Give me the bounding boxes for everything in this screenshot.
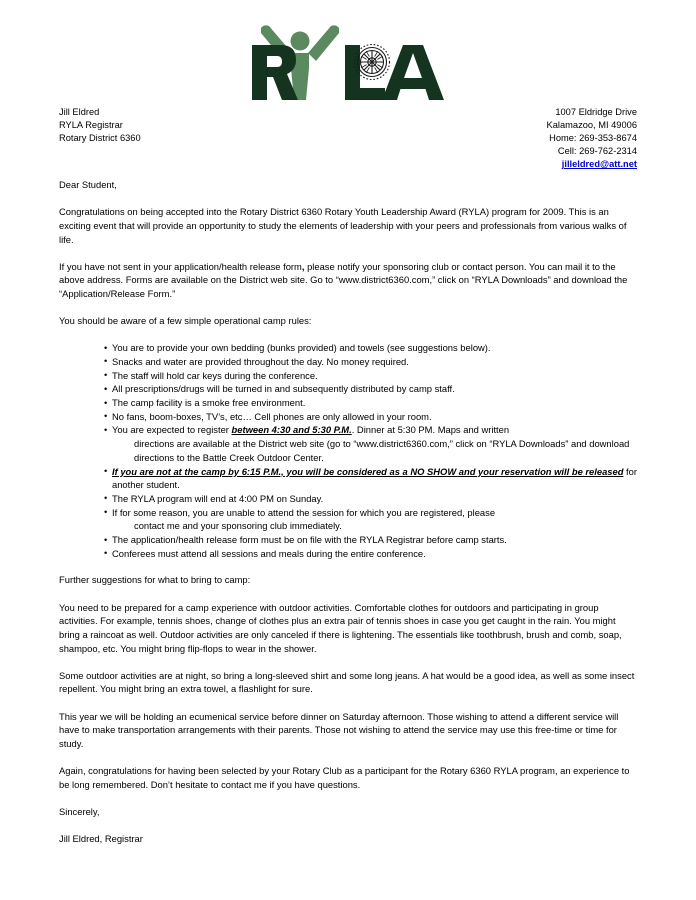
rule-text: No fans, boom-boxes, TV’s, etc… Cell phones are only allowed in your room. xyxy=(112,410,432,422)
paragraph-release-form xyxy=(59,260,639,301)
sender-organization: Rotary District 6360 xyxy=(59,133,141,144)
release-form-text-2: please notify your sponsoring club or contact person. You can mail it to the above address. Forms are available on the District web site. Go to “www.district6360.com,” click on “RYLA Downloads” and download the “Application/Release Form.” xyxy=(59,260,628,299)
address-city-state-zip: Kalamazoo, MI 49006 xyxy=(546,120,637,131)
paragraph-suggestions-intro: Further suggestions for what to bring to camp: xyxy=(59,574,251,586)
bullet-icon: • xyxy=(104,396,108,408)
paragraph-night-activities: Some outdoor activities are at night, so bring a long-sleeved shirt and some long jeans. A hat would be a good idea, as well as some insect repellent. You might bring an extra towel, a flashlight for sure. xyxy=(59,669,635,695)
list-item xyxy=(104,396,639,410)
release-form-bold-comma: , xyxy=(301,260,305,272)
list-item xyxy=(104,423,639,464)
list-item xyxy=(104,341,639,355)
rule-text: You are to provide your own bedding (bunks provided) and towels (see suggestions below). xyxy=(112,342,491,354)
release-form-text-1: If you have not sent in your application/health release form xyxy=(59,260,302,272)
closing-salutation: Sincerely, xyxy=(59,805,100,817)
list-item xyxy=(104,382,639,396)
bullet-icon: • xyxy=(104,506,108,518)
no-show-warning-emphasis: If you are not at the camp by 6:15 P.M., you will be considered as a NO SHOW and your reservation will be released xyxy=(112,465,624,477)
paragraph-ecumenical-service: This year we will be holding an ecumenical service before dinner on Saturday afternoon. Those wishing to attend a different service will have to make transportation arrangements with their parents. Those not wishing to attend the service may use this free-time or time for study. xyxy=(59,710,619,749)
email-link[interactable]: jilleldred@att.net xyxy=(561,159,637,170)
rule-text: The RYLA program will end at 4:00 PM on Sunday. xyxy=(112,492,324,504)
ryla-logo xyxy=(0,22,696,109)
rule-text xyxy=(112,423,639,437)
bullet-icon: • xyxy=(104,547,108,559)
list-item xyxy=(104,465,639,492)
bullet-icon: • xyxy=(104,382,108,394)
register-text-after: . Dinner at 5:30 PM. Maps and written xyxy=(351,424,510,436)
bullet-icon: • xyxy=(104,423,108,435)
bullet-icon: • xyxy=(104,410,108,422)
letterhead xyxy=(59,106,637,171)
signature-line: Jill Eldred, Registrar xyxy=(59,832,143,844)
rule-text: Snacks and water are provided throughout the day. No money required. xyxy=(112,355,409,367)
no-show-text-after: for another student. xyxy=(112,465,637,491)
camp-rules-list xyxy=(59,341,639,560)
sender-title: RYLA Registrar xyxy=(59,120,123,131)
bullet-icon: • xyxy=(104,341,108,353)
ryla-logo-icon xyxy=(248,22,448,104)
rule-text: Conferees must attend all sessions and meals during the entire conference. xyxy=(112,547,426,559)
list-item xyxy=(104,506,639,533)
bullet-icon: • xyxy=(104,492,108,504)
list-item xyxy=(104,355,639,369)
address-block xyxy=(547,106,637,171)
register-time-emphasis: between 4:30 and 5:30 P.M. xyxy=(231,424,352,436)
rule-continuation: directions are available at the District web site (go to “www.district6360.com,” click on “RYLA Downloads” and download directions to the Battle Creek Outdoor Center. xyxy=(134,438,630,463)
list-item xyxy=(104,547,639,561)
rule-text: If for some reason, you are unable to attend the session for which you are registered, please xyxy=(112,506,496,518)
paragraph-congratulations: Congratulations on being accepted into the Rotary District 6360 Rotary Youth Leadership Award (RYLA) program for 2009. This is an exciting event that will provide an opportunity to study the elements of leadership with your peers and professionals from various walks of life. xyxy=(59,206,627,245)
list-item xyxy=(104,533,639,547)
sender-name: Jill Eldred xyxy=(59,107,100,117)
address-cell-phone: Cell: 269-762-2314 xyxy=(557,146,637,157)
rule-text: All prescriptions/drugs will be turned in and subsequently distributed by camp staff. xyxy=(112,383,455,395)
bullet-icon: • xyxy=(104,465,108,477)
list-item xyxy=(104,369,639,383)
rule-text xyxy=(112,465,639,492)
bullet-icon: • xyxy=(104,533,108,545)
letter-body xyxy=(59,178,639,859)
paragraph-closing-congratulations: Again, congratulations for having been selected by your Rotary Club as a participant for the Rotary 6360 RYLA program, an experience to be long remembered. Don’t hesitate to contact me if you have questions. xyxy=(59,765,630,790)
register-text-before: You are expected to register xyxy=(112,424,232,436)
list-item xyxy=(104,410,639,424)
rule-continuation: contact me and your sponsoring club immediately. xyxy=(134,520,342,532)
salutation: Dear Student, xyxy=(59,179,117,190)
bullet-icon: • xyxy=(104,355,108,367)
rule-text: The application/health release form must be on file with the RYLA Registrar before camp starts. xyxy=(112,534,507,546)
rule-text: The camp facility is a smoke free environment. xyxy=(112,397,306,408)
list-item xyxy=(104,492,639,506)
sender-block xyxy=(59,106,141,145)
bullet-icon: • xyxy=(104,369,108,381)
address-street: 1007 Eldridge Drive xyxy=(555,107,637,117)
paragraph-rules-intro: You should be aware of a few simple operational camp rules: xyxy=(59,315,312,327)
paragraph-prepare: You need to be prepared for a camp experience with outdoor activities. Comfortable clothes for outdoors and participating in group activities. For example, tennis shoes, change of clothes plus an extra pair of tennis shoes in case you get caught in the rain. You might bring a raincoat as well. Outdoor activities are only canceled if there is lightening. The essentials like toothbrush, brush and comb, soap, shampoo, etc. You might bring flip-flops to wear in the shower. xyxy=(59,601,622,654)
rule-text: The staff will hold car keys during the conference. xyxy=(112,369,318,381)
address-home-phone: Home: 269-353-8674 xyxy=(549,133,637,144)
